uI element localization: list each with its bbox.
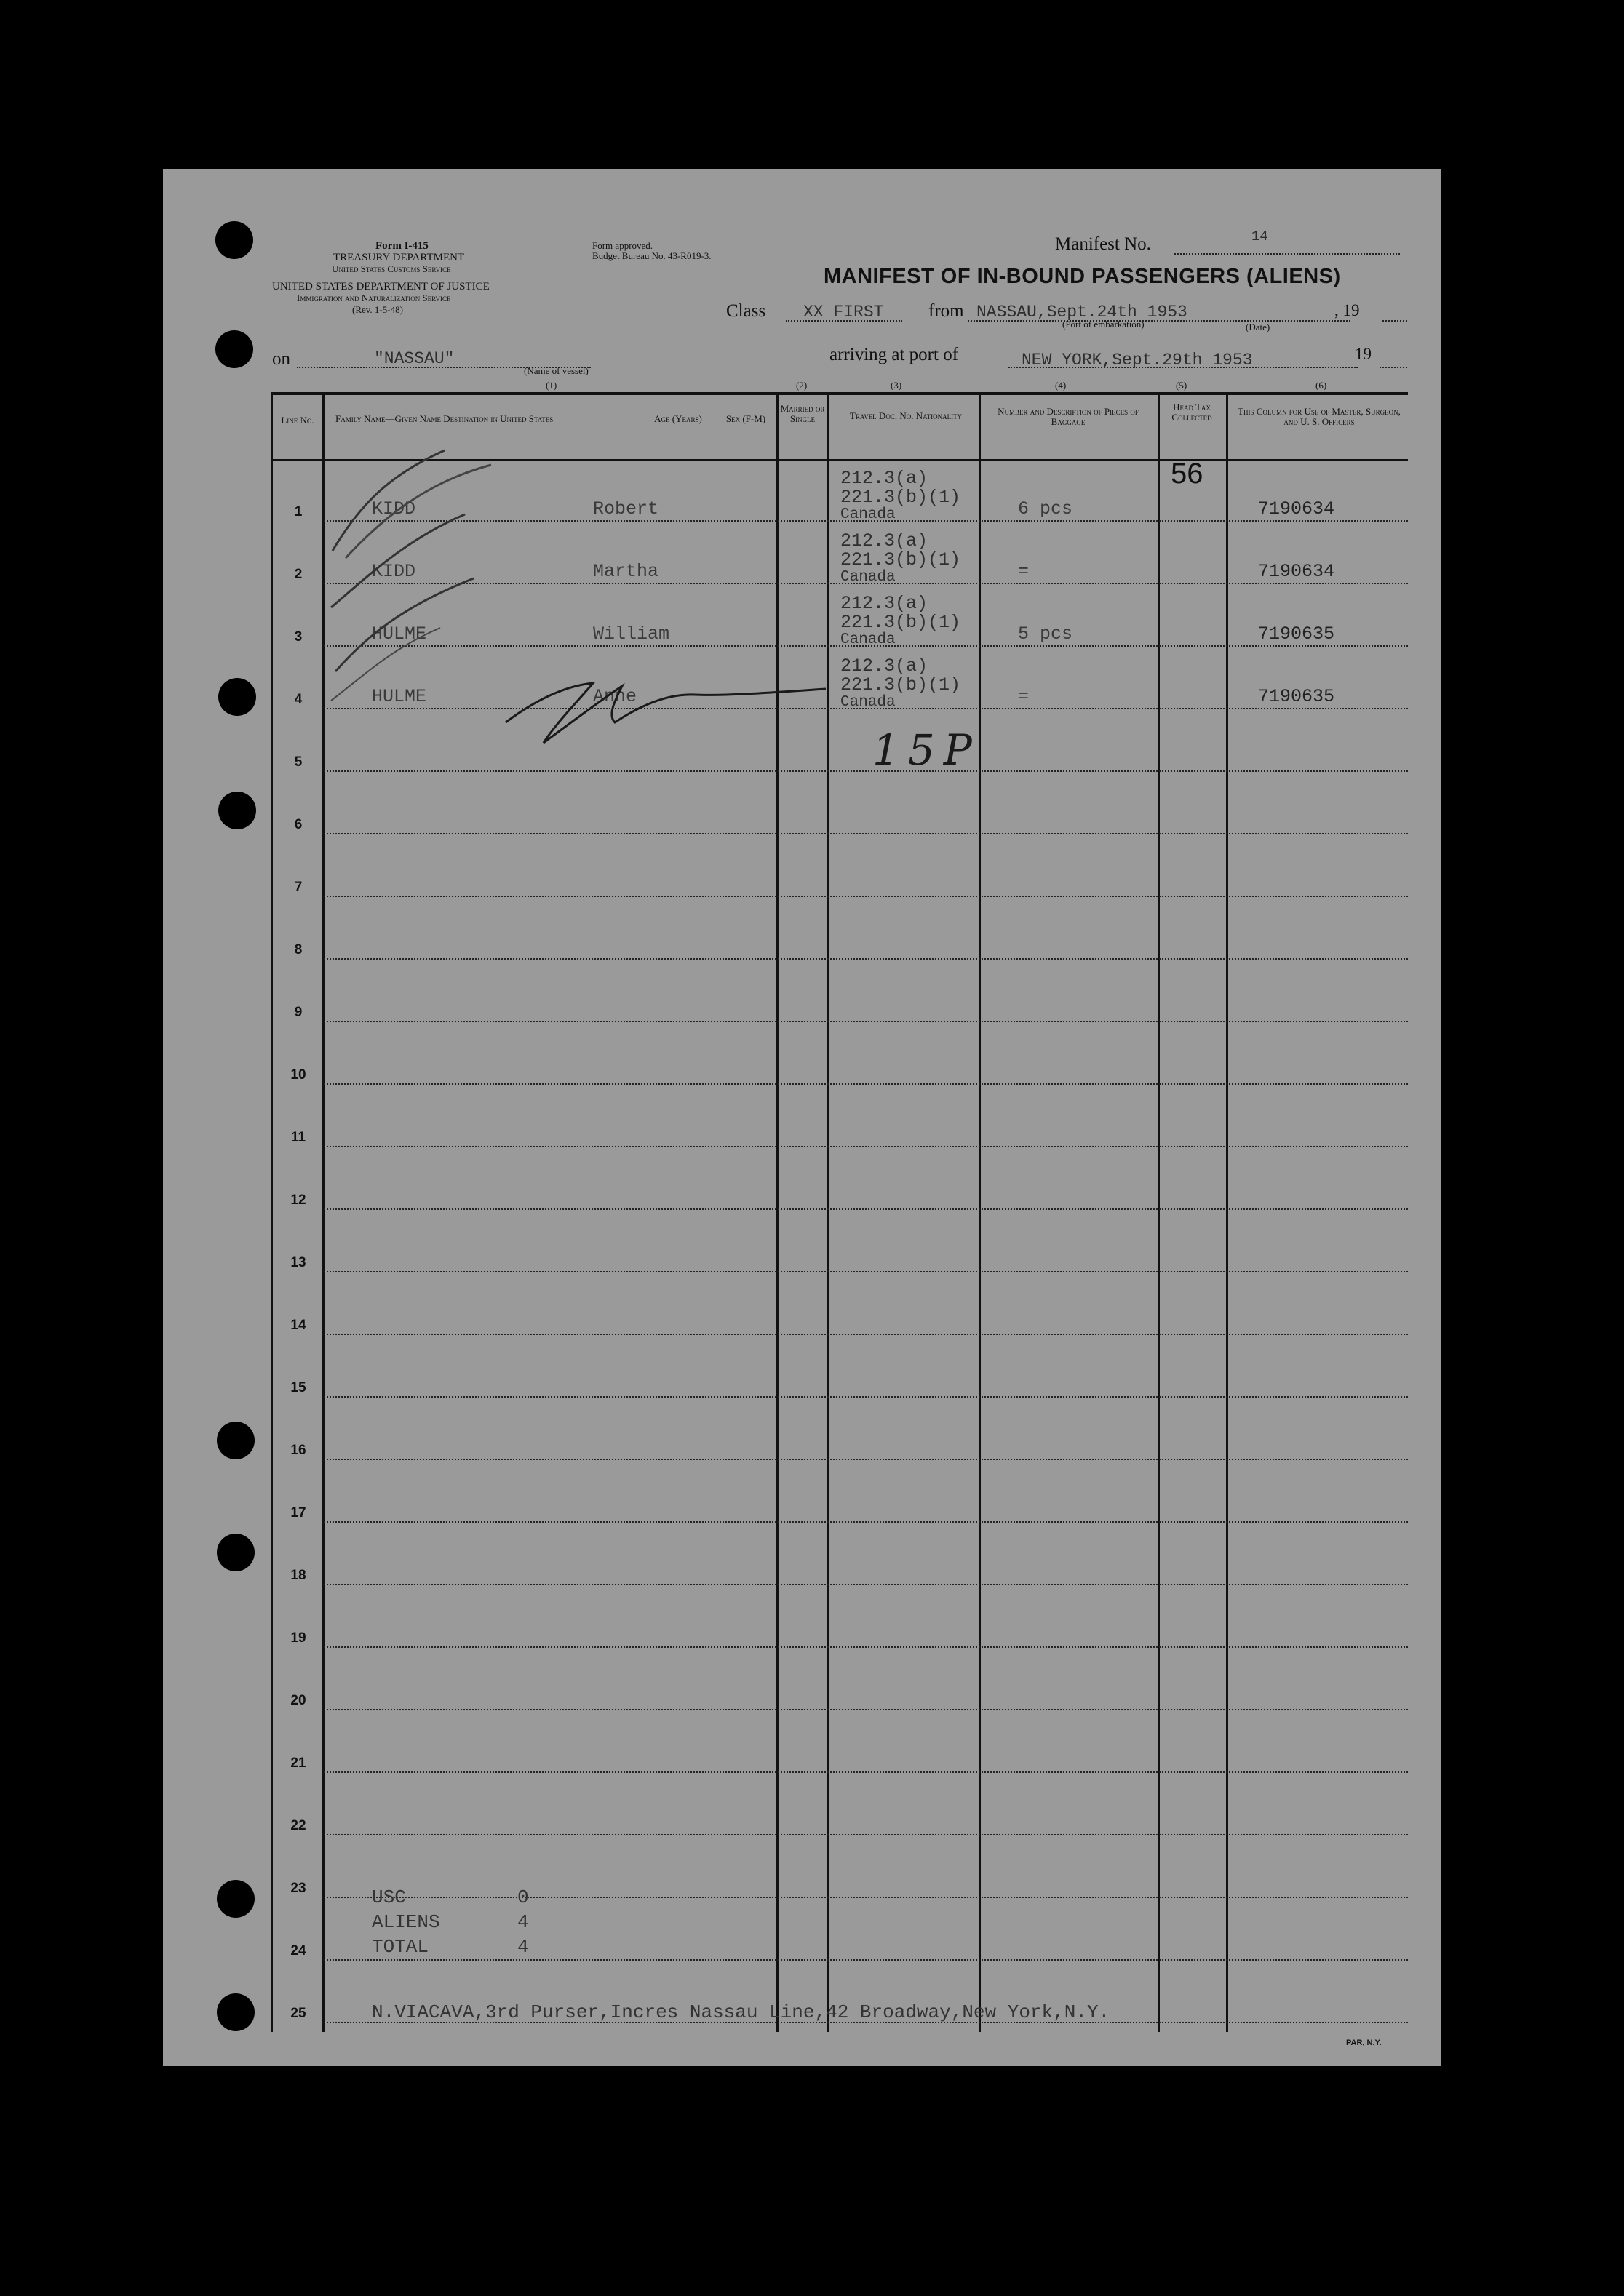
year-prefix-2: 19: [1355, 345, 1372, 363]
revision: (Rev. 1-5-48): [352, 304, 403, 315]
col-num-4: (4): [1055, 380, 1067, 391]
manifest-title: MANIFEST OF IN-BOUND PASSENGERS (ALIENS): [824, 265, 1341, 288]
total-label: TOTAL: [372, 1936, 429, 1958]
immigration-service: Immigration and Naturalization Service: [297, 292, 451, 303]
usc-count: 0: [517, 1886, 529, 1908]
col-num-3: (3): [891, 380, 902, 391]
customs-service: United States Customs Service: [332, 263, 451, 274]
line-number: 10: [290, 1067, 306, 1083]
check-marks: [273, 395, 1405, 802]
arriving-label: arriving at port of: [829, 345, 959, 364]
from-label: from: [928, 301, 964, 321]
on-label: on: [272, 349, 290, 369]
line-number: 18: [290, 1568, 306, 1583]
line-number: 8: [294, 942, 303, 957]
justice-dept: UNITED STATES DEPARTMENT OF JUSTICE: [272, 281, 490, 292]
head-tax-note: 56: [1171, 458, 1203, 490]
line-number: 5: [294, 754, 303, 770]
officer-number: 7190634: [1258, 498, 1335, 519]
manifest-label: Manifest No.: [1055, 234, 1151, 254]
form-approved: Form approved.: [592, 240, 653, 251]
baggage: 6 pcs: [1018, 498, 1073, 519]
col-num-6: (6): [1315, 380, 1327, 391]
header-travel-doc: Travel Doc. No. Nationality: [849, 410, 963, 421]
manifest-number: 14: [1251, 228, 1268, 244]
punch-hole: [215, 330, 253, 368]
punch-hole: [215, 221, 253, 259]
punch-hole: [218, 678, 256, 716]
arriving-port: NEW YORK,Sept.29th 1953: [1022, 351, 1253, 370]
class-value: XX FIRST: [803, 303, 884, 322]
officer-number: 7190634: [1258, 561, 1335, 582]
line-number: 15: [290, 1380, 306, 1395]
line-number: 25: [290, 2006, 306, 2021]
nationality: Canada: [840, 631, 896, 648]
travel-doc-b: 221.3(b)(1): [840, 549, 961, 570]
aliens-count: 4: [517, 1911, 529, 1933]
budget-bureau: Budget Bureau No. 43-R019-3.: [592, 250, 712, 261]
line-number: 1: [294, 504, 303, 519]
line-number: 17: [290, 1505, 306, 1520]
year-prefix: , 19: [1334, 301, 1360, 319]
punch-hole: [217, 1880, 255, 1918]
baggage: =: [1018, 686, 1030, 707]
line-number: 6: [294, 817, 303, 832]
nationality: Canada: [840, 694, 896, 711]
given-name: Martha: [593, 561, 659, 582]
travel-doc-b: 221.3(b)(1): [840, 612, 961, 633]
given-name: Anne: [593, 686, 637, 707]
officer-number: 7190635: [1258, 686, 1335, 707]
punch-hole: [218, 792, 256, 829]
line-number: 21: [290, 1755, 306, 1771]
purser-line: N.VIACAVA,3rd Purser,Incres Nassau Line,42 Broadway,New York,N.Y.: [372, 2001, 1110, 2023]
family-name: HULME: [372, 686, 427, 707]
usc-label: USC: [372, 1886, 406, 1908]
baggage: 5 pcs: [1018, 623, 1073, 645]
aliens-label: ALIENS: [372, 1911, 440, 1933]
travel-doc-a: 212.3(a): [840, 468, 928, 489]
header-age: Age (Years): [654, 413, 702, 424]
travel-doc-b: 221.3(b)(1): [840, 674, 961, 695]
port-embarkation-label: (Port of embarkation): [1062, 319, 1145, 330]
line-number: 9: [294, 1005, 303, 1020]
manifest-page: [163, 169, 1441, 2066]
nationality: Canada: [840, 506, 896, 523]
line-number: 12: [290, 1192, 306, 1208]
header-line-no: Line No.: [281, 415, 314, 426]
line-number: 16: [290, 1443, 306, 1458]
line-number: 7: [294, 880, 303, 895]
header-name: Family Name—Given Name Destination in United States: [335, 413, 554, 424]
line-number: 14: [290, 1318, 306, 1333]
header-baggage: Number and Description of Pieces of Baggage: [998, 406, 1139, 427]
baggage: =: [1018, 561, 1030, 582]
col-num-2: (2): [796, 380, 808, 391]
family-name: HULME: [372, 623, 427, 645]
treasury-dept: TREASURY DEPARTMENT: [333, 252, 465, 263]
line-number: 23: [290, 1881, 306, 1896]
line-number: 19: [290, 1630, 306, 1646]
line-number: 3: [294, 629, 303, 645]
given-name: William: [593, 623, 670, 645]
travel-doc-a: 212.3(a): [840, 655, 928, 677]
punch-hole: [217, 1993, 255, 2031]
line-number: 2: [294, 567, 303, 582]
header-officers: This Column for Use of Master, Surgeon, and U. S. Officers: [1238, 406, 1401, 427]
col-num-1: (1): [546, 380, 557, 391]
line-number: 11: [290, 1130, 306, 1145]
header-sex: Sex (F-M): [725, 413, 766, 424]
line-number: 13: [290, 1255, 306, 1270]
line-number: 24: [290, 1943, 306, 1958]
header-head-tax: Head Tax Collected: [1171, 402, 1212, 423]
total-count: 4: [517, 1936, 529, 1958]
vessel-label: (Name of vessel): [524, 365, 589, 376]
punch-hole: [217, 1422, 255, 1459]
line-number: 20: [290, 1693, 306, 1708]
header-married: Married or Single: [780, 403, 825, 424]
travel-doc-a: 212.3(a): [840, 530, 928, 551]
passenger-table: [271, 392, 1408, 2032]
punch-hole: [217, 1534, 255, 1571]
line-number: 4: [294, 692, 303, 707]
from-value: NASSAU,Sept.24th 1953: [976, 303, 1187, 322]
given-name: Robert: [593, 498, 659, 519]
vessel-name: "NASSAU": [374, 349, 455, 368]
form-number: Form I-415: [375, 240, 429, 252]
line-number: 22: [290, 1818, 306, 1833]
col-num-5: (5): [1176, 380, 1187, 391]
nationality: Canada: [840, 569, 896, 586]
handwritten-note: 15P: [872, 725, 981, 775]
family-name: KIDD: [372, 561, 416, 582]
travel-doc-a: 212.3(a): [840, 593, 928, 614]
printer-mark: PAR, N.Y.: [1346, 2038, 1382, 2047]
travel-doc-b: 221.3(b)(1): [840, 487, 961, 508]
family-name: KIDD: [372, 498, 416, 519]
date-label: (Date): [1246, 322, 1270, 332]
officer-number: 7190635: [1258, 623, 1335, 645]
class-label: Class: [726, 301, 766, 321]
